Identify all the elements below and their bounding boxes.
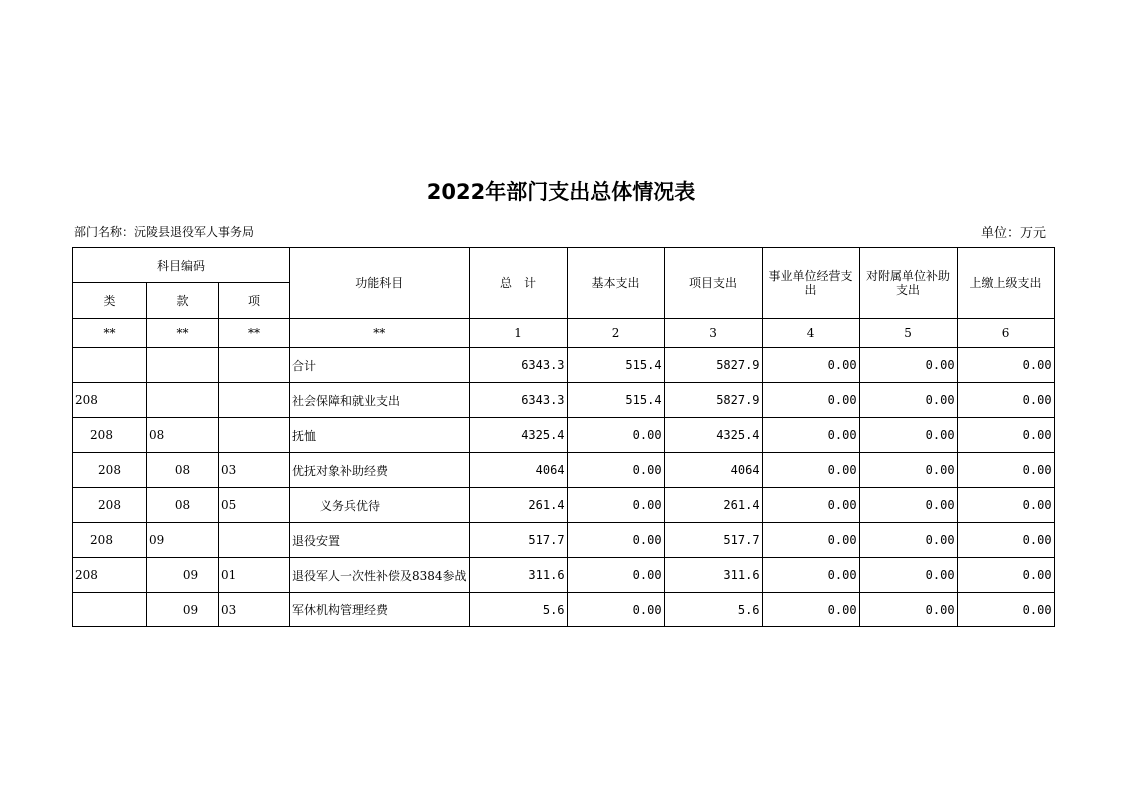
cell-project: 261.4 [664,488,762,523]
table-row [73,418,1055,453]
cell-business: 0.00 [762,523,859,558]
cell-basic: 0.00 [567,558,664,593]
cell-subsidy: 0.00 [859,488,957,523]
cell-project: 5827.9 [664,383,762,418]
cell-lei: 208 [73,418,147,453]
cell-xiang: 03 [219,453,290,488]
cell-kuan: 08 [147,453,219,488]
cell-superior: 0.00 [957,453,1054,488]
cell-kuan: 08 [147,488,219,523]
cell-total: 4064 [469,453,567,488]
index-cell: 3 [664,319,762,348]
cell-project: 311.6 [664,558,762,593]
cell-business: 0.00 [762,383,859,418]
cell-business: 0.00 [762,558,859,593]
cell-lei: 208 [73,523,147,558]
cell-kuan: 09 [147,593,219,627]
cell-basic: 0.00 [567,488,664,523]
cell-project: 4064 [664,453,762,488]
cell-basic: 0.00 [567,593,664,627]
cell-xiang [219,383,290,418]
page-title: 2022年部门支出总体情况表 [426,180,696,204]
cell-lei: 208 [73,383,147,418]
cell-total: 4325.4 [469,418,567,453]
department-name: 部门名称：沅陵县退役军人事务局 [74,225,255,239]
cell-basic: 515.4 [567,348,664,383]
cell-subsidy: 0.00 [859,593,957,627]
index-cell: 5 [859,319,957,348]
table-row [73,488,1055,523]
header-lei: 类 [73,283,147,319]
index-row [73,319,1055,348]
cell-subsidy: 0.00 [859,383,957,418]
cell-xiang: 03 [219,593,290,627]
cell-superior: 0.00 [957,383,1054,418]
cell-subject: 抚恤 [290,418,470,453]
cell-subject: 义务兵优待 [290,488,470,523]
cell-subsidy: 0.00 [859,523,957,558]
cell-lei [73,348,147,383]
cell-basic: 515.4 [567,383,664,418]
cell-total: 6343.3 [469,383,567,418]
cell-total: 517.7 [469,523,567,558]
cell-basic: 0.00 [567,523,664,558]
header-business: 事业单位经营支出 [762,248,859,319]
cell-superior: 0.00 [957,348,1054,383]
cell-project: 5.6 [664,593,762,627]
index-cell: 6 [957,319,1054,348]
unit-label: 单位：万元 [980,226,1046,241]
cell-lei: 208 [73,558,147,593]
cell-lei [73,593,147,627]
header-project: 项目支出 [664,248,762,319]
cell-project: 517.7 [664,523,762,558]
cell-total: 6343.3 [469,348,567,383]
cell-xiang: 05 [219,488,290,523]
cell-subsidy: 0.00 [859,348,957,383]
cell-xiang: 01 [219,558,290,593]
cell-xiang [219,418,290,453]
cell-subsidy: 0.00 [859,558,957,593]
cell-total: 311.6 [469,558,567,593]
cell-business: 0.00 [762,488,859,523]
header-total: 总 计 [469,248,567,319]
index-cell: ** [147,319,219,348]
cell-total: 261.4 [469,488,567,523]
cell-subject: 退役安置 [290,523,470,558]
header-code-group: 科目编码 [73,248,290,283]
header-kuan: 款 [147,283,219,319]
cell-kuan: 08 [147,418,219,453]
cell-project: 5827.9 [664,348,762,383]
cell-subject: 合计 [290,348,470,383]
table-row [73,348,1055,383]
cell-xiang [219,523,290,558]
cell-subsidy: 0.00 [859,418,957,453]
header-superior: 上缴上级支出 [957,248,1054,319]
cell-superior: 0.00 [957,558,1054,593]
cell-subject: 退役军人一次性补偿及8384参战 [290,558,470,593]
table-row [73,383,1055,418]
cell-subsidy: 0.00 [859,453,957,488]
cell-superior: 0.00 [957,593,1054,627]
cell-total: 5.6 [469,593,567,627]
cell-lei: 208 [73,488,147,523]
cell-business: 0.00 [762,593,859,627]
cell-subject: 优抚对象补助经费 [290,453,470,488]
table-row [73,453,1055,488]
index-cell: ** [73,319,147,348]
index-cell: 2 [567,319,664,348]
cell-subject: 军休机构管理经费 [290,593,470,627]
cell-basic: 0.00 [567,418,664,453]
index-cell: 4 [762,319,859,348]
table-row [73,558,1055,593]
cell-kuan: 09 [147,558,219,593]
cell-project: 4325.4 [664,418,762,453]
index-cell: ** [219,319,290,348]
cell-subject: 社会保障和就业支出 [290,383,470,418]
cell-xiang [219,348,290,383]
cell-business: 0.00 [762,418,859,453]
header-function-subject: 功能科目 [290,248,470,319]
cell-superior: 0.00 [957,488,1054,523]
cell-business: 0.00 [762,453,859,488]
index-cell: 1 [469,319,567,348]
table-row [73,593,1055,627]
cell-lei: 208 [73,453,147,488]
table-row [73,523,1055,558]
cell-kuan [147,383,219,418]
cell-superior: 0.00 [957,523,1054,558]
header-basic: 基本支出 [567,248,664,319]
cell-superior: 0.00 [957,418,1054,453]
cell-business: 0.00 [762,348,859,383]
cell-kuan [147,348,219,383]
index-cell: ** [290,319,470,348]
header-xiang: 项 [219,283,290,319]
header-subsidy: 对附属单位补助支出 [859,248,957,319]
cell-kuan: 09 [147,523,219,558]
expenditure-table [72,247,1055,627]
cell-basic: 0.00 [567,453,664,488]
